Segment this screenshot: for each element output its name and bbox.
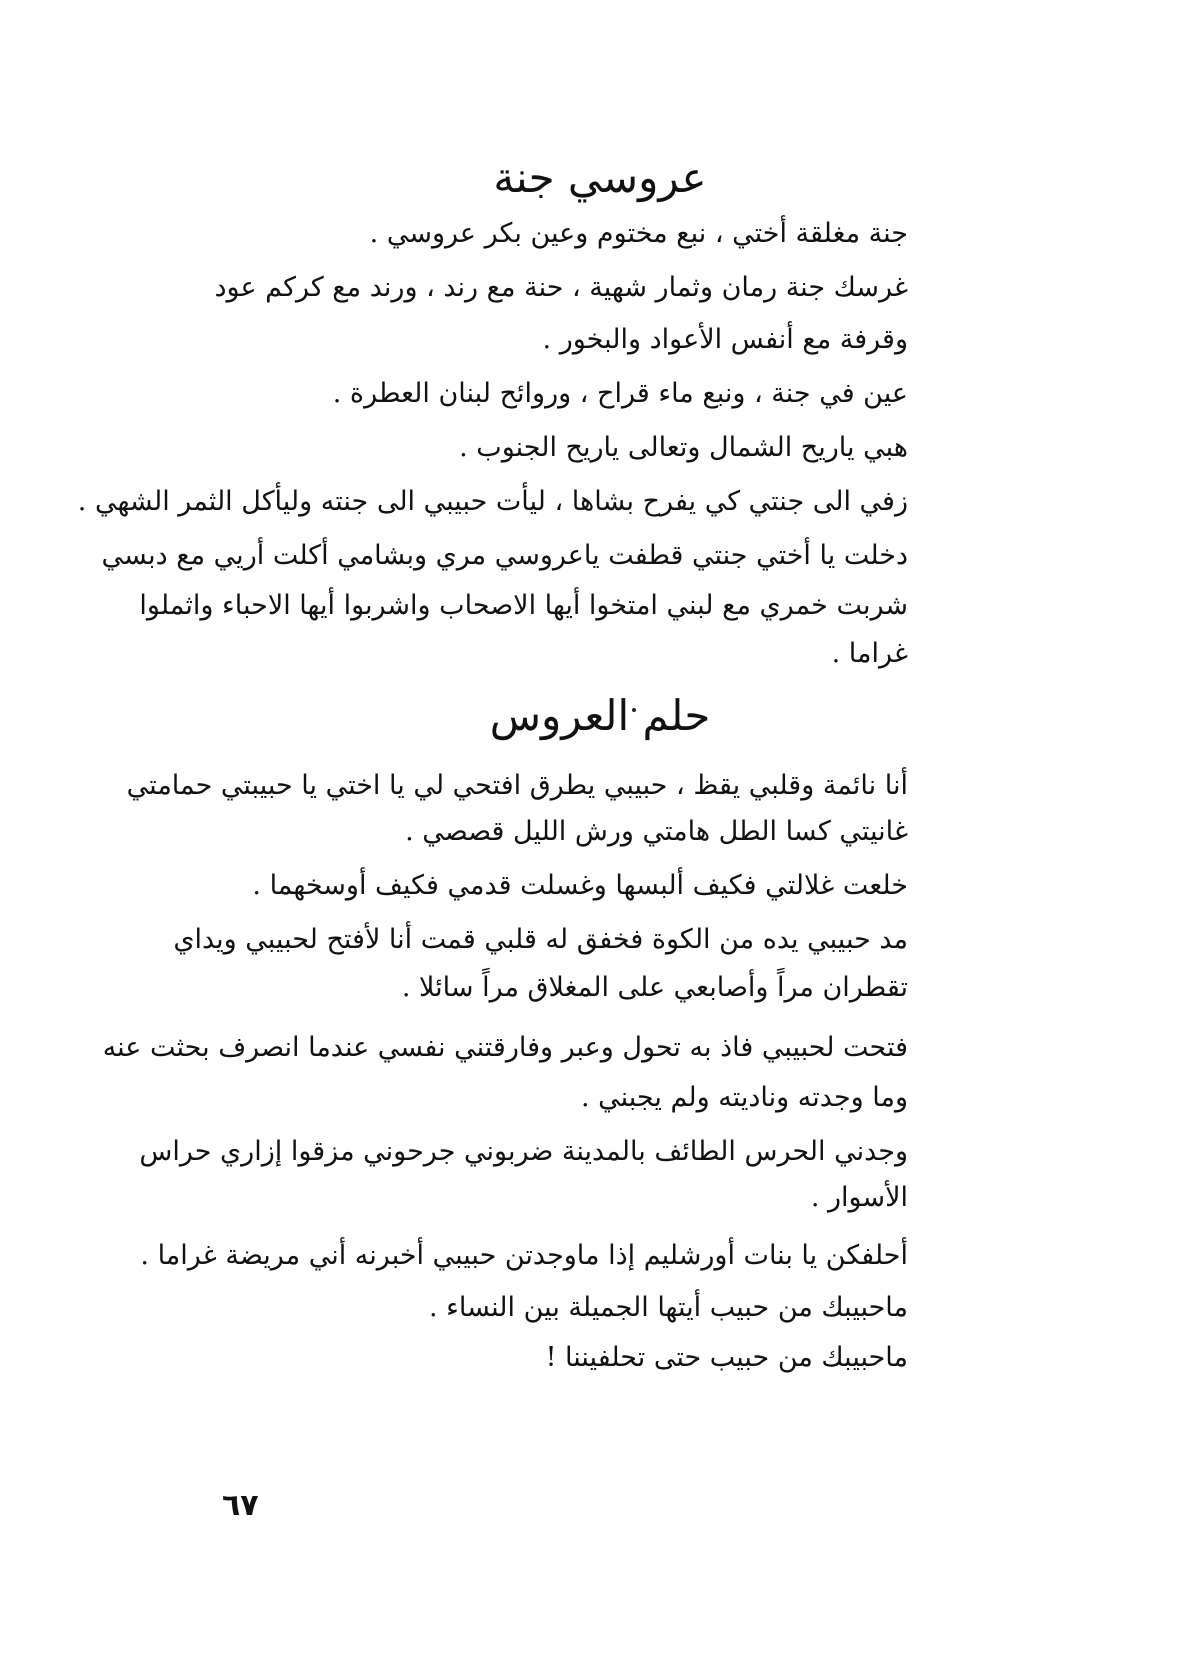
text-line: جنة مغلقة أختي ، نبع مختوم وعين بكر عروسي .: [369, 218, 908, 249]
section-title-2: حلم العروس: [489, 691, 711, 740]
text-line: غراما .: [831, 638, 908, 669]
text-line: عين في جنة ، ونبع ماء قراح ، وروائح لبنان العطرة .: [332, 378, 908, 409]
text-line: أنا نائمة وقلبي يقظ ، حبيبي يطرق افتحي لي يا اختي يا حبيبتي حمامتي: [126, 770, 908, 801]
text-line: تقطران مراً وأصابعي على المغلاق مراً سائلا .: [401, 972, 908, 1003]
section-title-1: عروسي جنة: [493, 153, 707, 202]
text-line: ماحبيبك من حبيب حتى تحلفيننا !: [545, 1342, 908, 1373]
text-line: وقرفة مع أنفس الأعواد والبخور .: [542, 324, 908, 355]
page-number: ٦٧: [222, 1488, 259, 1523]
text-line: فتحت لحبيبي فاذ به تحول وعبر وفارقتني نفسي عندما انصرف بحثت عنه: [102, 1032, 908, 1063]
text-line: شربت خمري مع لبني امتخوا أيها الاصحاب واشربوا أيها الاحباء واثملوا: [139, 590, 908, 621]
text-line: ماحبيبك من حبيب أيتها الجميلة بين النساء .: [428, 1292, 908, 1323]
text-line: أحلفكن يا بنات أورشليم إذا ماوجدتن حبيبي أخبرنه أني مريضة غراما .: [140, 1240, 908, 1271]
text-line: الأسوار .: [810, 1182, 908, 1213]
text-line: هبي ياريح الشمال وتعالى ياريح الجنوب .: [459, 432, 908, 463]
text-line: مد حبيبي يده من الكوة فخفق له قلبي قمت أنا لأفتح لحبيبي ويداي: [173, 924, 908, 955]
text-line: دخلت يا أختي جنتي قطفت ياعروسي مري وبشامي أكلت أريي مع دبسي: [101, 540, 908, 571]
text-line: وجدني الحرس الطائف بالمدينة ضربوني جرحوني مزقوا إزاري حراس: [139, 1136, 908, 1167]
text-line: غانيتي كسا الطل هامتي ورش الليل قصصي .: [405, 816, 908, 847]
text-line: غرسك جنة رمان وثمار شهية ، حنة مع رند ، ورند مع كركم عود: [214, 272, 908, 303]
text-line: زفي الى جنتي كي يفرح بشاها ، ليأت حبيبي الى جنته وليأكل الثمر الشهي .: [77, 486, 908, 517]
text-line: وما وجدته وناديته ولم يجبني .: [580, 1082, 908, 1113]
text-line: خلعت غلالتي فكيف ألبسها وغسلت قدمي فكيف أوسخهما .: [252, 870, 908, 901]
